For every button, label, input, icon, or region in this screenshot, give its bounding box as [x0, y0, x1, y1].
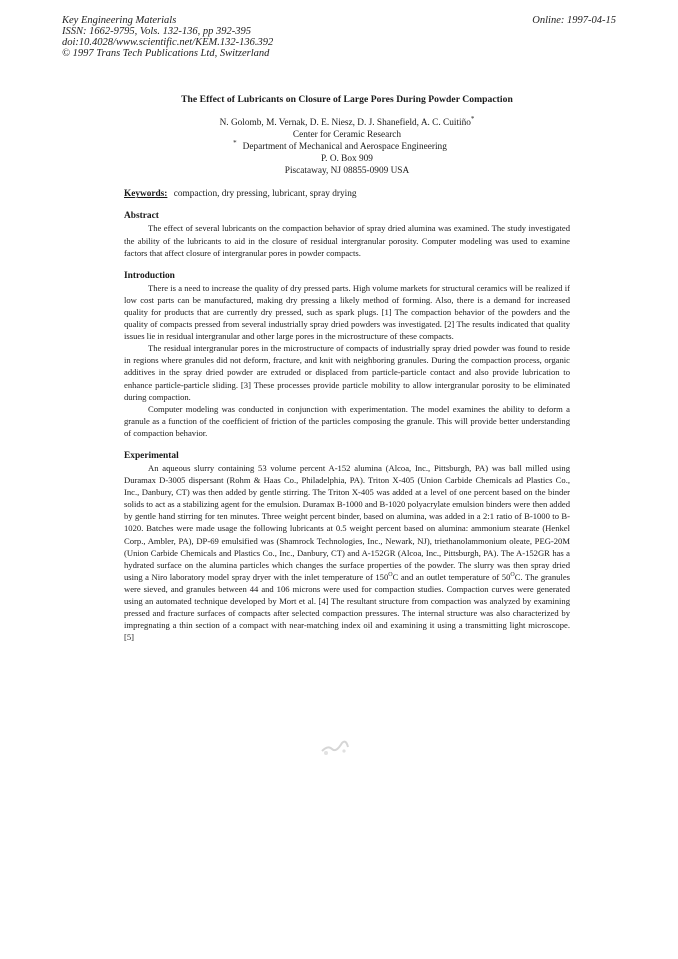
copyright-line: © 1997 Trans Tech Publications Ltd, Switzerland: [62, 48, 270, 59]
experimental-text-1: An aqueous slurry containing 53 volume percent A-152 alumina (Alcoa, Inc., Pittsburgh, PA) was ball milled using Duramax D-3005 dispersant (Rohm & Haas Co., Philadelphia, PA). Triton X-405 (Union Carbide Chemicals ad Plastics Co., Inc., Danbury, CT) was then added by gentle stirring. The Triton X-405 was added at a level of one percent based on the binder solids to act as a stabilizing agent for the emulsion. Duramax B-1000 and B-1020 polyacrylate emulsion binders were then added by gentle hand stirring for ten minutes. Three weight percent binder, based on alumina, was added in a 2:1 ratio of B-1000 to B-1020. Batches were made usage the following lubricants at 0.5 weight percent based on alumina: ammonium stearate (Henkel Corp., Ambler, PA), DP-69 emulsified was (Shamrock Technologies, Inc., Newark, NJ), triethanolammonium oleate, PEG-20M (Union Carbide Chemicals and Plastics Co., Inc., Danbury, CT) and A-152GR (Alcoa, Inc., Pittsburgh, PA). The A-152GR has a hydrated surface on the alumina particles which changes the surface properties of the powder. The slurry was then spray dried using a Niro laboratory model spray dryer with the inlet temperature of 150: [124, 462, 570, 582]
scan-smudge: [318, 735, 352, 759]
experimental-text-2: C and an outlet temperature of 50: [392, 571, 511, 582]
online-date: Online: 1997-04-15: [532, 15, 616, 26]
introduction-paragraph-2: The residual intergranular pores in the microstructure of compacts of industrially spray dried powder was found to reside in regions where granules did not deform, fracture, and knit with neighboring granules. During the compaction process, organic additives in the spray dried powder are extruded or displaced from particle-particle contact and also provide lubrication to enhance particle-particle sliding. [3] These processes provide particle mobility to allow intergranular porosity to be eliminated during compaction.: [124, 343, 570, 402]
keywords-line: [124, 189, 570, 199]
experimental-paragraph: [124, 462, 570, 643]
issn-line: ISSN: 1662-9795, Vols. 132-136, pp 392-395: [62, 26, 251, 37]
doi-line[interactable]: doi:10.4028/www.scientific.net/KEM.132-136.392: [62, 37, 274, 48]
experimental-text-3: C. The granules were sieved, and granules between 44 and 106 microns were used for compaction studies. Compaction curves were generated using an automated technique developed by Mort et al. [4] The resultant structure from compaction was analyzed by examining pressed and fracture surfaces of compacts after selected compaction pressures. The internal structure was also characterized by impregnating a thin section of a compact with near-matching index oil and examining it using a transmitting light microscope. [5]: [124, 571, 570, 643]
journal-name: Key Engineering Materials: [62, 15, 177, 26]
author-block: [124, 114, 570, 177]
affiliation-center: Center for Ceramic Research: [292, 130, 402, 141]
affiliation-city: Piscataway, NJ 08855-0909 USA: [284, 166, 410, 177]
paper-body: [124, 94, 570, 643]
affiliation-dept-line: [124, 141, 570, 153]
degree-sign-outlet: O: [510, 571, 515, 578]
affiliation-dept: Department of Mechanical and Aerospace Engineering: [242, 142, 447, 153]
keywords-text: compaction, dry pressing, lubricant, spray drying: [173, 189, 357, 200]
degree-sign-inlet: O: [388, 571, 393, 578]
affiliation-marker: *: [470, 114, 475, 123]
author-names: N. Golomb, M. Vernak, D. E. Niesz, D. J. Shanefield, A. C. Cuitiño: [219, 118, 471, 128]
affiliation-marker-dept: *: [233, 139, 237, 148]
affiliation-pobox: P. O. Box 909: [321, 154, 373, 165]
introduction-paragraph-3: Computer modeling was conducted in conjunction with experimentation. The model examines the ability to deform a granule as a function of the coefficient of friction of the particles composing the granule. This will provide better understanding of compaction behavior.: [124, 403, 570, 438]
experimental-heading: Experimental: [124, 450, 179, 461]
abstract-heading: Abstract: [124, 211, 159, 222]
journal-header: [62, 15, 273, 59]
abstract-text: The effect of several lubricants on the compaction behavior of spray dried alumina was examined. The study investigated the ability of the lubricants to aid in the closure of residual intergranular porosity. Computer modeling was used to examine factors that affect closure of intergranular pores in powder compacts.: [124, 223, 570, 258]
author-names-line: [124, 114, 570, 129]
paper-title: The Effect of Lubricants on Closure of Large Pores During Powder Compaction: [181, 94, 513, 105]
keywords-label: Keywords:: [124, 189, 168, 200]
introduction-heading: Introduction: [124, 270, 175, 281]
introduction-paragraph-1: There is a need to increase the quality of dry pressed parts. High volume markets for structural ceramics will be realized if low cost parts can be manufactured, making dry pressing a likely method of forming. Also, there is a demand for increased quality for products that are currently dry pressed, such as spark plugs. [1] The compaction behavior of the powders and the quality of compacts pressed from several industrially spray dried powders was investigated. [2] The results indicated that quality issues lie in residual intergranular and other large pores in the microstructure of these compacts.: [124, 282, 570, 342]
